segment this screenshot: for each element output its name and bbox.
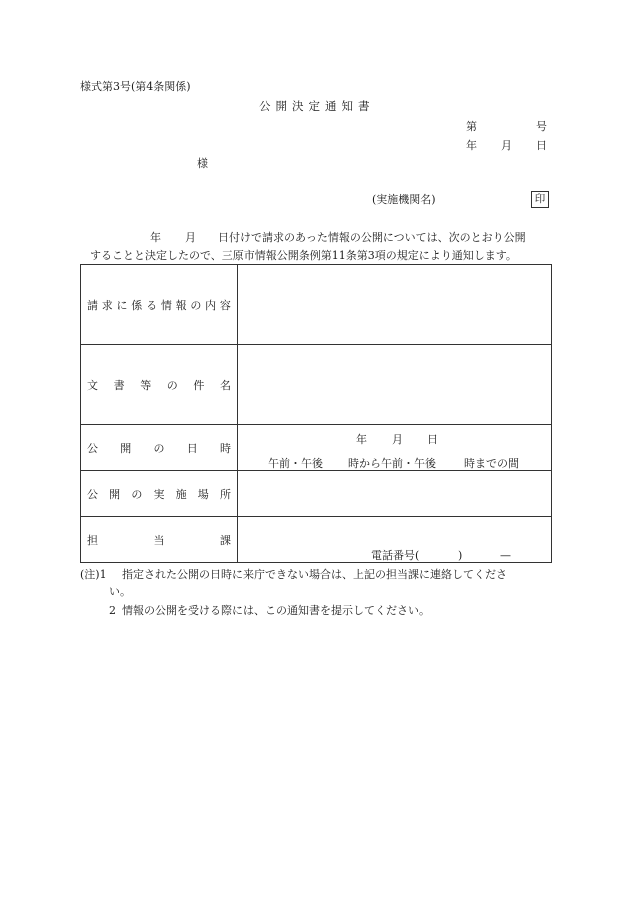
date-year: 年 xyxy=(466,139,477,152)
document-title: 公開決定通知書 xyxy=(259,99,375,113)
agency-label: (実施機関名) xyxy=(372,193,436,206)
document-name-field[interactable] xyxy=(238,345,552,425)
label-char: る xyxy=(146,298,158,312)
label-char: 所 xyxy=(219,487,231,501)
row-department xyxy=(81,517,552,563)
label-char: 書 xyxy=(113,378,125,392)
number-dai: 第 xyxy=(466,120,477,133)
date-day: 日 xyxy=(536,139,547,152)
notice-form-table xyxy=(80,264,552,563)
request-content-field[interactable] xyxy=(238,265,552,345)
label-char: 請 xyxy=(87,298,98,312)
disclosure-place-field[interactable] xyxy=(238,471,552,517)
label-char: の xyxy=(153,441,165,455)
intro-text-line2: することと決定したので、三原市情報公開条例第11条第3項の規定により通知します。 xyxy=(90,249,517,262)
label-char: 時 xyxy=(220,441,231,455)
intro-year: 年 xyxy=(150,231,161,244)
label-char: 報 xyxy=(175,298,187,312)
note-1-line1: 指定された公開の日時に来庁できない場合は、上記の担当課に連絡してくださ xyxy=(122,568,507,581)
label-char: 求 xyxy=(101,298,113,312)
note-prefix: (注)1 xyxy=(80,568,107,581)
phone-label: 電話番号( xyxy=(371,548,420,562)
row-document-name xyxy=(81,345,552,425)
label-char: 名 xyxy=(219,378,231,392)
label-char: の xyxy=(166,378,178,392)
label-char: 実 xyxy=(153,487,165,501)
document-name-label xyxy=(81,345,238,425)
label-char: 施 xyxy=(175,487,187,501)
phone-dash: — xyxy=(500,548,511,562)
number-go: 号 xyxy=(536,120,547,133)
label-char: 開 xyxy=(109,487,121,501)
label-char: 開 xyxy=(120,441,132,455)
label-char: 公 xyxy=(87,487,98,501)
datetime-from: 時から午前・午後 xyxy=(348,456,436,470)
note-2-text: 情報の公開を受ける際には、この通知書を提示してください。 xyxy=(122,604,430,617)
disclosure-datetime-label xyxy=(81,425,238,471)
label-char: 係 xyxy=(131,298,143,312)
label-char: 場 xyxy=(197,487,209,501)
label-char: 情 xyxy=(160,298,172,312)
phone-close: ) xyxy=(458,548,463,562)
label-char: 等 xyxy=(140,378,152,392)
datetime-until: 時までの間 xyxy=(464,456,519,470)
request-content-label xyxy=(81,265,238,345)
note-2-number: 2 xyxy=(109,604,116,617)
label-char: 課 xyxy=(220,533,231,547)
label-char: 日 xyxy=(186,441,198,455)
intro-text: 日付けで請求のあった情報の公開については、次のとおり公開 xyxy=(218,231,526,244)
row-disclosure-place xyxy=(81,471,552,517)
disclosure-datetime-field[interactable] xyxy=(238,425,552,471)
datetime-year: 年 xyxy=(356,432,367,446)
date-month: 月 xyxy=(501,139,512,152)
label-char: 内 xyxy=(205,298,217,312)
label-char: 公 xyxy=(87,441,98,455)
label-char: 担 xyxy=(87,533,98,547)
label-char: に xyxy=(116,298,128,312)
intro-month: 月 xyxy=(185,231,196,244)
row-disclosure-datetime xyxy=(81,425,552,471)
note-1-line2: い。 xyxy=(109,585,131,598)
label-char: 容 xyxy=(219,298,231,312)
label-char: の xyxy=(131,487,143,501)
department-label xyxy=(81,517,238,563)
label-char: の xyxy=(190,298,202,312)
datetime-ampm-start: 午前・午後 xyxy=(268,456,323,470)
department-field[interactable] xyxy=(238,517,552,563)
form-number: 様式第3号(第4条関係) xyxy=(80,80,191,93)
disclosure-place-label xyxy=(81,471,238,517)
datetime-day: 日 xyxy=(427,432,438,446)
addressee-suffix: 様 xyxy=(197,157,208,170)
datetime-month: 月 xyxy=(392,432,403,446)
row-request-content xyxy=(81,265,552,345)
label-char: 文 xyxy=(87,378,98,392)
label-char: 当 xyxy=(153,533,165,547)
seal-mark: 印 xyxy=(531,191,549,208)
label-char: 件 xyxy=(193,378,205,392)
